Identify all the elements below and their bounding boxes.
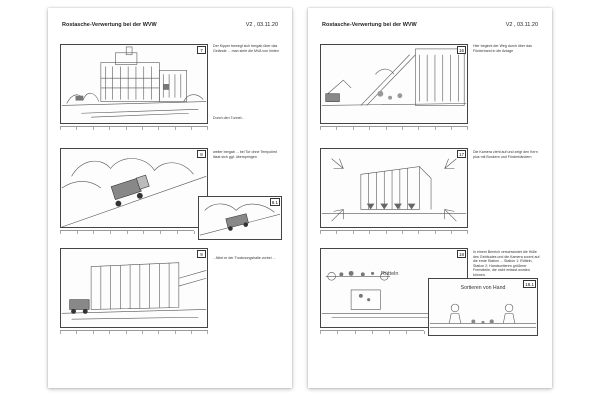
- panel-caption: Hier beginnt der Weg durch über das Förderband in die Anlage: [473, 44, 532, 53]
- panel-number: 7: [197, 46, 206, 54]
- panel-sketch-building: [61, 45, 207, 123]
- storyboard-panel-7: [60, 44, 208, 124]
- storyboard-panel-17: [320, 148, 468, 228]
- panel-sketch-hall: [61, 249, 207, 327]
- panel-sketch-hall-cutaway: [321, 149, 467, 227]
- storyboard-page-left: [48, 8, 292, 388]
- panel-number: 17: [458, 152, 464, 157]
- timeline-ruler: [60, 126, 208, 130]
- panel-number: 9: [197, 250, 206, 258]
- timeline-ruler: [320, 230, 468, 234]
- panel-number: 18: [458, 252, 464, 257]
- panel-number: 16: [458, 48, 464, 53]
- page-header: [62, 22, 278, 32]
- panel-caption: Die Kamera zieht auf und zeigt den Kern plus mit Bunkern und Förderbändern: [473, 150, 538, 159]
- panel-caption-secondary: Durch den Tunnel...: [213, 116, 245, 120]
- panel-caption: ...fährt er der Trocknungshalle vorbei ...: [213, 256, 276, 260]
- storyboard-panel-9: [60, 248, 208, 328]
- storyboard-inset-8-1: [198, 196, 282, 240]
- inset-title: Sortieren von Hand: [460, 285, 506, 291]
- page-version: V2 , 03.11.20: [505, 22, 538, 28]
- storyboard-inset-18-1: [428, 278, 538, 336]
- panel-number: 8: [197, 150, 206, 158]
- panel-caption: In einem Bereich verschwindet die Hülle des Gebäudes und die Kamera zoomt auf die erste Station ... Station 1: Rütteln, Station 2: Handsortieren größerer Fremdteile, die nicht erfasst worden können.: [473, 250, 540, 277]
- panel-sketch-conveyor: [321, 45, 467, 123]
- storyboard-panel-8: [60, 148, 208, 228]
- panel-caption: weiter bergab ... bei Tor ohne Tempolimt lässt sich ggf. überspringen: [213, 150, 277, 159]
- inset-number: 8.1: [271, 200, 278, 205]
- storyboard-page-right: [308, 8, 552, 388]
- station-label-ruetteln: Rütteln: [381, 271, 399, 277]
- timeline-ruler: [60, 330, 208, 334]
- timeline-ruler: [320, 330, 424, 334]
- panel-sketch-truck-hill: [61, 149, 207, 227]
- timeline-ruler: [60, 230, 194, 234]
- page-title: Rostasche-Verwertung bei der WVW: [62, 22, 157, 28]
- panel-caption: Der Kipper bewegt sich bergab über das Gelände ... man sieht die MVA von hinten: [213, 44, 279, 53]
- inset-sketch-truck: [199, 197, 281, 239]
- storyboard-panel-16: [320, 44, 468, 124]
- inset-number: 18.1: [525, 282, 534, 287]
- timeline-ruler: [320, 126, 468, 130]
- page-header: [322, 22, 538, 32]
- page-version: V2 , 03.11.20: [245, 22, 278, 28]
- page-title: Rostasche-Verwertung bei der WVW: [322, 22, 417, 28]
